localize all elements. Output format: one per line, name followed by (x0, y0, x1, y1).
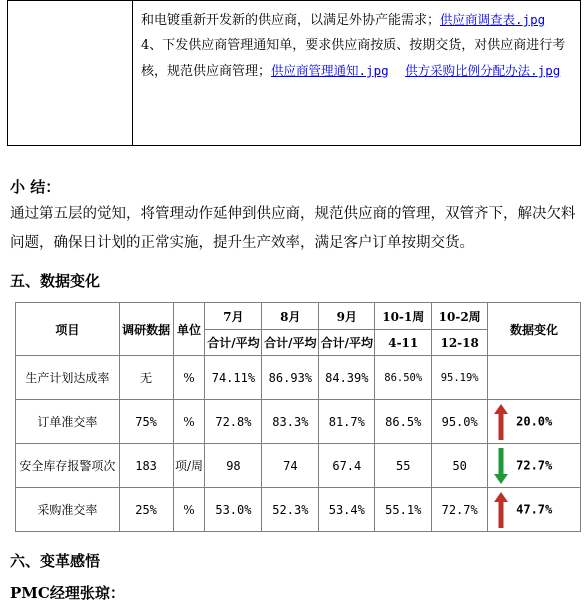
top-table-right-cell (133, 1, 581, 146)
row-item: 生产计划达成率 (16, 356, 120, 400)
row-sep: 81.7% (319, 400, 375, 444)
row-survey: 无 (119, 356, 173, 400)
top-text-line1: 和电镀重新开发新的供应商，以满足外协产能需求； (141, 13, 441, 28)
row-jul: 98 (205, 444, 262, 488)
red-up-arrow-icon (494, 404, 508, 440)
purchase-ratio-link[interactable]: 供方采购比例分配办法.jpg (405, 63, 561, 78)
green-down-arrow-icon (494, 448, 508, 484)
row-aug: 74 (262, 444, 319, 488)
row-w1: 86.50% (375, 356, 432, 400)
row-w1: 55 (375, 444, 432, 488)
header-w1-sub: 4-11 (375, 330, 432, 356)
header-unit: 单位 (173, 303, 205, 356)
row-item: 订单准交率 (16, 400, 120, 444)
row-unit: % (173, 488, 205, 532)
supplier-survey-link[interactable]: 供应商调查表.jpg (440, 12, 546, 27)
header-survey: 调研数据 (119, 303, 173, 356)
row-sep: 67.4 (319, 444, 375, 488)
header-sep-sub: 合计/平均 (319, 330, 375, 356)
row-survey: 25% (119, 488, 173, 532)
table-row (16, 488, 581, 532)
header-aug-sub: 合计/平均 (262, 330, 319, 356)
table-row (16, 400, 581, 444)
row-sep: 84.39% (319, 356, 375, 400)
row-survey: 75% (119, 400, 173, 444)
header-w2: 10-2周 (432, 303, 488, 330)
row-w2: 95.0% (432, 400, 488, 444)
row-aug: 52.3% (262, 488, 319, 532)
header-change: 数据变化 (488, 303, 581, 356)
row-jul: 72.8% (205, 400, 262, 444)
row-change (488, 356, 581, 400)
row-w2: 72.7% (432, 488, 488, 532)
row-w1: 86.5% (375, 400, 432, 444)
row-unit: 项/周 (173, 444, 205, 488)
supplier-notice-link[interactable]: 供应商管理通知.jpg (271, 63, 389, 78)
header-sep: 9月 (319, 303, 375, 330)
row-w2: 95.19% (432, 356, 488, 400)
pmc-heading: PMC经理张琼： (10, 584, 125, 602)
row-unit: % (173, 400, 205, 444)
row-w1: 55.1% (375, 488, 432, 532)
top-table-left-cell (8, 1, 133, 146)
row-survey: 183 (119, 444, 173, 488)
row-item: 采购准交率 (16, 488, 120, 532)
row-jul: 53.0% (205, 488, 262, 532)
header-aug: 8月 (262, 303, 319, 330)
header-jul: 7月 (205, 303, 262, 330)
top-text-line2: 4、下发供应商管理通知单，要求供应商按质、按期交货，对供应商进行考核，规范供应商管理； (141, 38, 566, 79)
row-unit: % (173, 356, 205, 400)
row-change (488, 400, 581, 444)
row-aug: 83.3% (262, 400, 319, 444)
header-w2-sub: 12-18 (432, 330, 488, 356)
summary-text: 通过第五层的觉知，将管理动作延伸到供应商，规范供应商的管理，双管齐下，解决欠料问题，确保日计划的正常实施，提升生产效率，满足客户订单按期交货。 (10, 206, 576, 251)
top-table (7, 0, 581, 146)
row-item: 安全库存报警项次 (16, 444, 120, 488)
summary-heading: 小 结： (10, 178, 61, 196)
row-aug: 86.93% (262, 356, 319, 400)
section5-heading: 五、数据变化 (10, 272, 101, 290)
data-table (15, 302, 581, 532)
row-jul: 74.11% (205, 356, 262, 400)
change-value: 47.7% (516, 502, 553, 516)
row-sep: 53.4% (319, 488, 375, 532)
header-item: 项目 (16, 303, 120, 356)
red-up-arrow-icon (494, 492, 508, 528)
change-value: 20.0% (516, 414, 553, 428)
row-change (488, 444, 581, 488)
header-jul-sub: 合计/平均 (205, 330, 262, 356)
row-w2: 50 (432, 444, 488, 488)
header-w1: 10-1周 (375, 303, 432, 330)
table-row (16, 356, 581, 400)
row-change (488, 488, 581, 532)
section6-heading: 六、变革感悟 (10, 552, 101, 570)
change-value: 72.7% (516, 458, 553, 472)
table-row (16, 444, 581, 488)
